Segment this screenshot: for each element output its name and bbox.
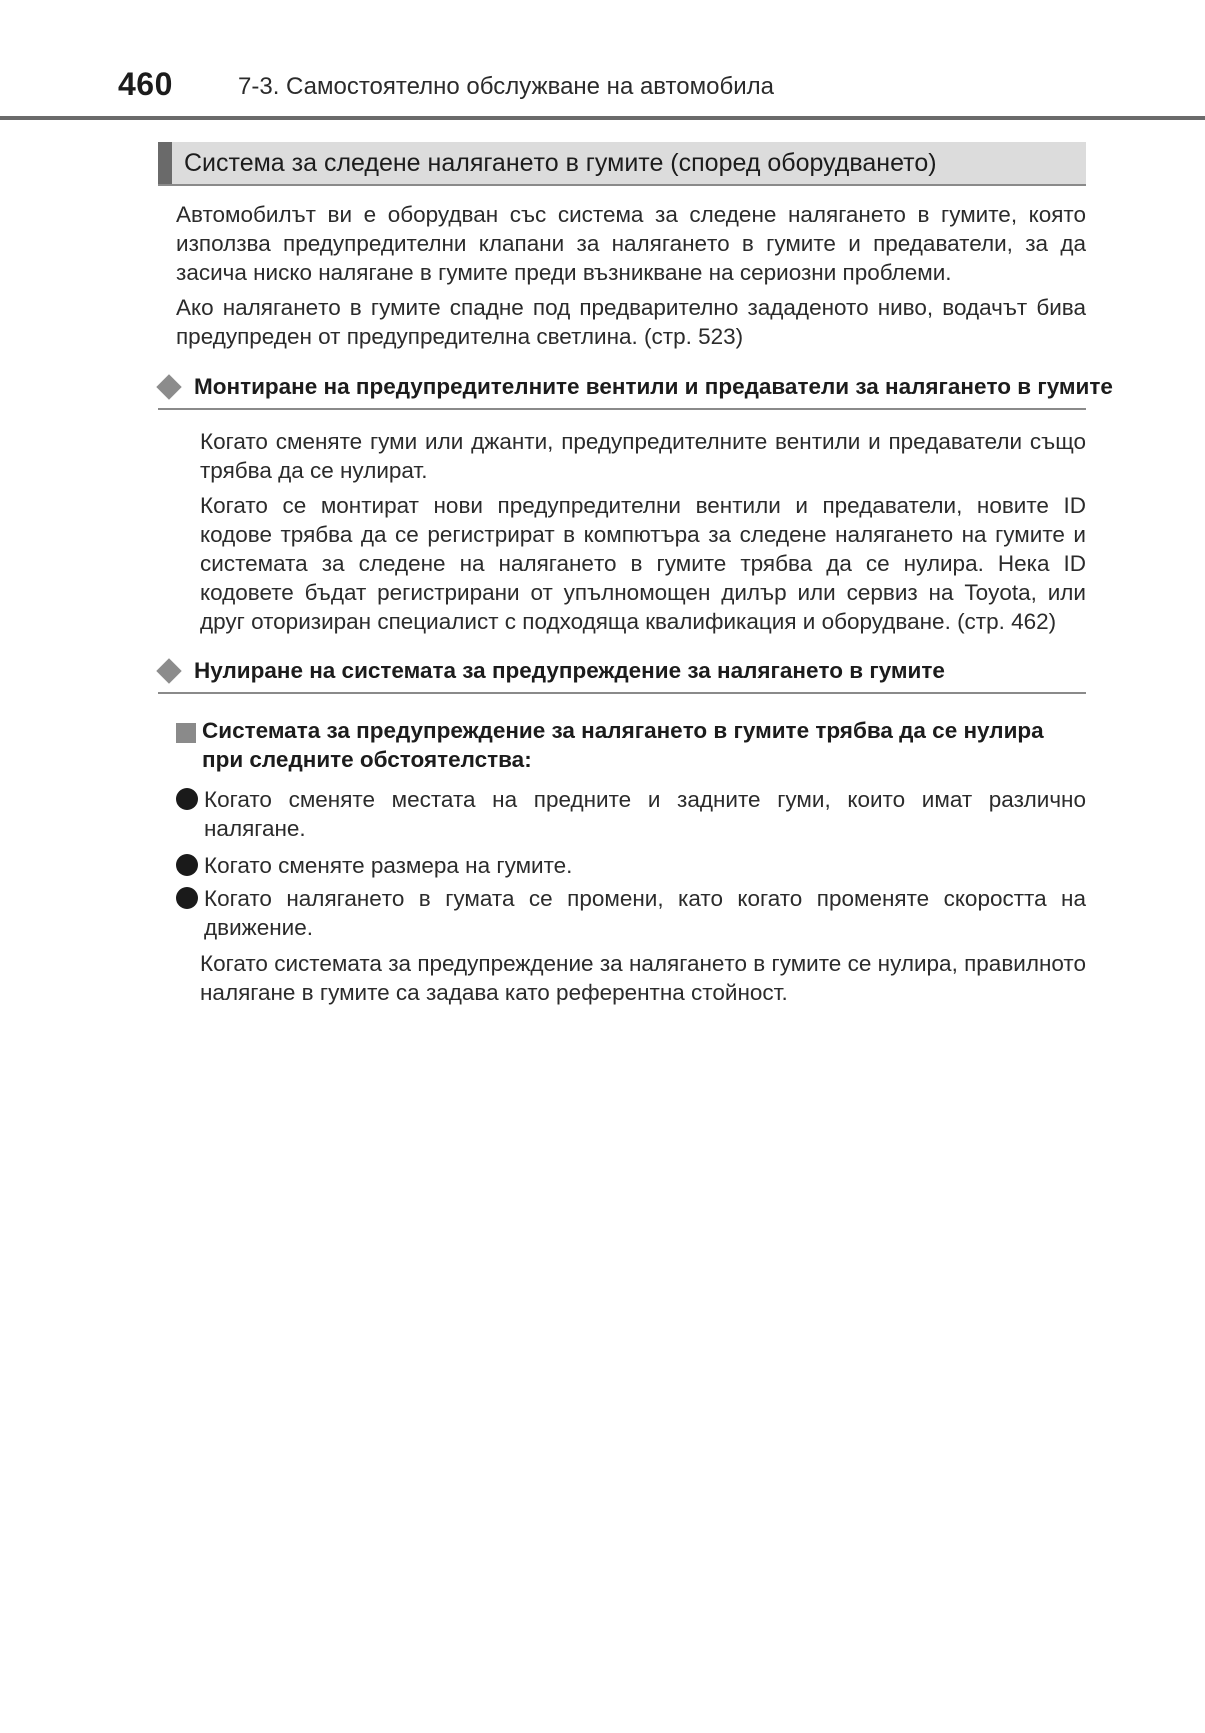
header-divider [0,116,1205,120]
reset-closing-paragraph: Когато системата за предупреждение за наляганeто в гумите се нулира, правилното налягане в гумите са задава като референтна стойност. [200,951,1086,1005]
list-item-text: Когато сменяте размера на гумите. [204,853,573,878]
list-item-text: Когато наляганeто в гумата се промени, като когато променяте скоростта на движение. [204,886,1086,940]
circle-bullet-icon [176,854,198,876]
diamond-bullet-icon [156,374,181,399]
reset-conditions-title: Системата за предупреждение за наляганeто в гумите трябва да се нулира при следните обстоятелства: [202,718,1044,772]
subsection-title-mounting: Монтиране на предупредителните вентили и предаватели за наляганeто в гумите [194,374,1113,399]
square-bullet-icon [176,723,196,743]
diamond-bullet-icon [156,658,181,683]
mounting-paragraph-2: Когато се монтират нови предупредителни вентили и предаватели, новите ID кодове трябва да се регистрират в компютъра за следене наляганeто на гумите и системата за следене на наляганeто в гумите трябва да се нулира. Нека ID кодовете бъдат регистрирани от упълномощен дилър или сервиз на Toyota, или друг оторизиран специалист с подходяща квалификация и оборудване. (стр. 462) [200,493,1086,634]
subsection-title-reset: Нулиране на системата за предупреждение за наляганeто в гумите [194,658,945,683]
mounting-paragraph-1: Когато сменяте гуми или джанти, предупредителните вентили и предаватели също трябва да се нулират. [200,429,1086,483]
section-title: Система за следене наляганeто в гумите (според оборудването) [184,149,937,177]
list-item-text: Когато сменяте местата на предните и задните гуми, които имат различно налягане. [204,787,1086,841]
circle-bullet-icon [176,887,198,909]
intro-paragraph-1: Автомобилът ви е оборудван със система за следене наляганeто в гумите, която използва предупредителни клапани за наляганeто в гумите и предаватели, за да засича ниско налягане в гумите преди възникване на сериозни проблеми. [176,202,1086,285]
section-heading-bar [158,142,1086,186]
circle-bullet-icon [176,788,198,810]
subsection-header-reset [158,654,1086,694]
intro-paragraph-2: Ако наляганeто в гумите спадне под предварително зададеното ниво, водачът бива предупреден от предупредителна светлина. (стр. 523) [176,295,1086,349]
section-accent-bar [158,142,172,184]
page-header [0,0,1205,122]
subsection-header-mounting [158,370,1113,410]
chapter-title: 7-3. Самостоятелно обслужване на автомобила [238,73,774,100]
page-number: 460 [118,66,173,102]
